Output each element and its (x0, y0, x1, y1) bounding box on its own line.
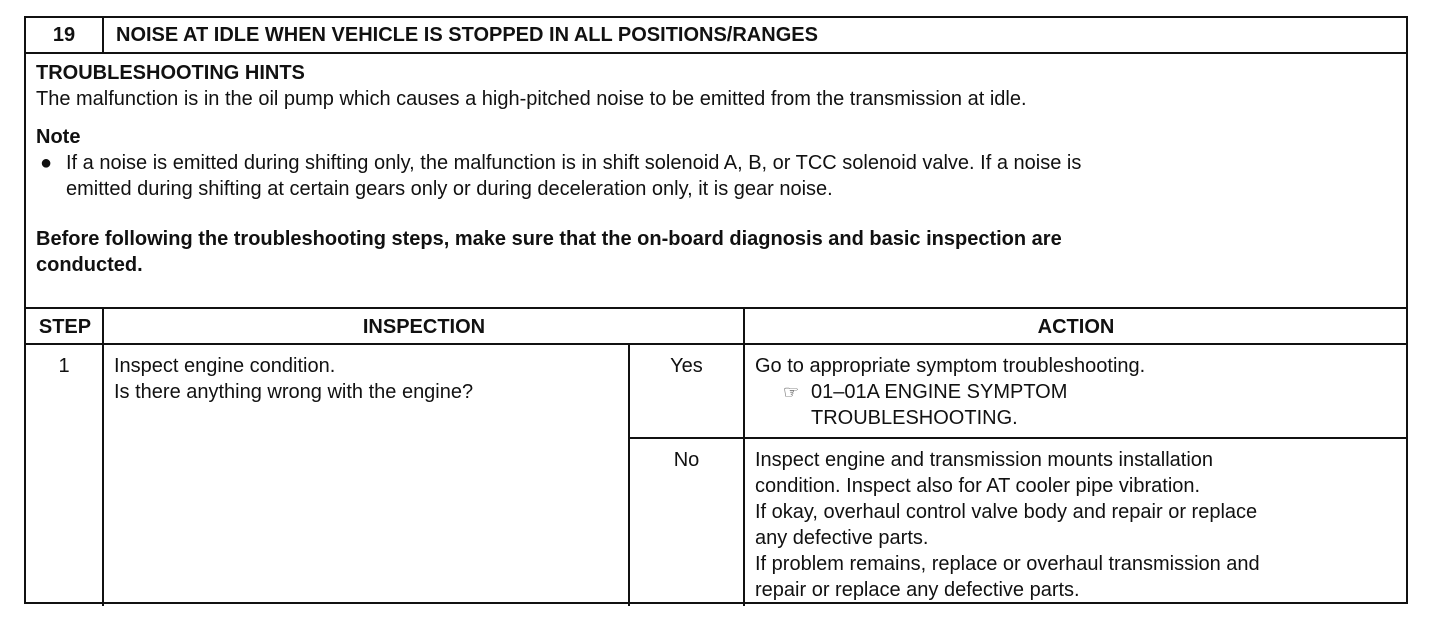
section-number: 19 (26, 18, 104, 52)
note-bullet-item (36, 150, 1396, 202)
no-action-line-6: repair or replace any defective parts. (755, 579, 1080, 601)
header-action: ACTION (744, 309, 1408, 345)
note-text-line-1: If a noise is emitted during shifting only, the malfunction is in shift solenoid A, B, or TCC solenoid valve. If a noise is (66, 152, 1082, 174)
hints-section (36, 60, 1396, 278)
step-number: 1 (58, 355, 70, 377)
col-divider-step (102, 309, 104, 606)
yes-action-ref-line-1: 01–01A ENGINE SYMPTOM (811, 381, 1068, 403)
troubleshooting-sheet (24, 16, 1408, 604)
yes-action-cell (755, 353, 1395, 431)
inspection-cell (114, 353, 624, 405)
header-step: STEP (26, 309, 104, 345)
note-heading: Note (36, 126, 81, 148)
yes-action-reference (755, 379, 1395, 405)
hints-heading: TROUBLESHOOTING HINTS (36, 62, 305, 84)
before-steps-line-1: Before following the troubleshooting steps, make sure that the on-board diagnosis and basic inspection are (36, 228, 1062, 250)
answer-no-label: No (673, 449, 700, 471)
no-action-line-5: If problem remains, replace or overhaul transmission and (755, 553, 1260, 575)
row-divider-yes-no (628, 437, 1408, 439)
bullet-icon: ● (40, 152, 53, 174)
pointing-hand-reference-icon: ☞ (783, 382, 800, 402)
before-steps-line-2: conducted. (36, 254, 143, 276)
no-action-line-2: condition. Inspect also for AT cooler pipe vibration. (755, 475, 1201, 497)
no-action-line-3: If okay, overhaul control valve body and repair or replace (755, 501, 1258, 523)
inspection-line-1: Inspect engine condition. (114, 355, 336, 377)
section-title: NOISE AT IDLE WHEN VEHICLE IS STOPPED IN ALL POSITIONS/RANGES (116, 24, 818, 46)
title-row (26, 18, 1406, 54)
inspection-question: Is there anything wrong with the engine? (114, 381, 474, 403)
no-action-line-1: Inspect engine and transmission mounts installation (755, 449, 1214, 471)
note-text-line-2: emitted during shifting at certain gears only or during deceleration only, it is gear noise. (66, 178, 833, 200)
header-inspection: INSPECTION (104, 309, 744, 345)
hints-description: The malfunction is in the oil pump which causes a high-pitched noise to be emitted from the transmission at idle. (36, 88, 1027, 110)
no-action-cell (755, 447, 1400, 603)
answer-yes-label: Yes (670, 355, 703, 377)
steps-table (26, 307, 1406, 604)
no-action-line-4: any defective parts. (755, 527, 929, 549)
col-divider-answer (628, 345, 630, 606)
yes-action-ref-line-2: TROUBLESHOOTING. (811, 407, 1018, 429)
col-divider-action (743, 309, 745, 606)
yes-action-line-1: Go to appropriate symptom troubleshooting. (755, 355, 1146, 377)
